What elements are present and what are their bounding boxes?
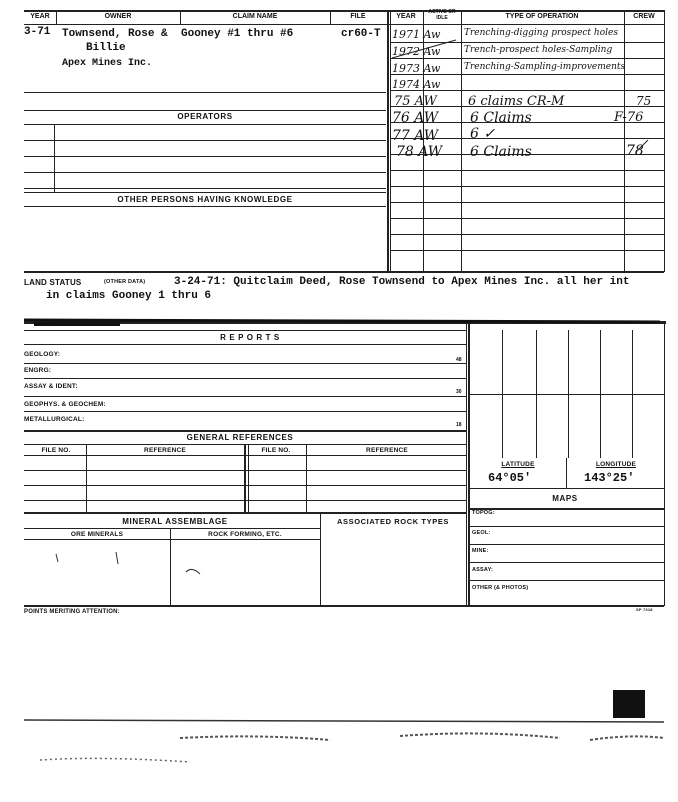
header-year: YEAR — [30, 13, 50, 20]
latitude-label: LATITUDE — [501, 461, 535, 468]
report-label: GEOLOGY: — [24, 351, 61, 358]
activity-operation: 6 claims CR-M — [468, 94, 565, 109]
activity-crew: 78 — [626, 143, 644, 159]
record-file: cr60-T — [341, 28, 381, 40]
record-claim-name: Gooney #1 thru #6 — [181, 28, 294, 40]
ref-header-reference-2: REFERENCE — [366, 447, 408, 454]
maps-heading: MAPS — [552, 494, 578, 503]
ref-header-reference: REFERENCE — [144, 447, 186, 454]
mineral-assemblage-heading: MINERAL ASSEMBLAGE — [122, 517, 228, 526]
header-active-idle: ACTIVE OR IDLE — [428, 9, 456, 21]
land-status-label: LAND STATUS — [24, 278, 82, 287]
activity-operation: Trenching-digging prospect holes — [464, 28, 618, 38]
activity-year-status: 1973 Aw — [392, 62, 441, 75]
report-label: METALLURGICAL: — [24, 416, 85, 423]
form-number: SP 7318 — [636, 607, 653, 612]
record-owner-line3: Apex Mines Inc. — [62, 58, 153, 69]
redaction-block — [613, 690, 645, 718]
ore-minerals-heading: ORE MINERALS — [70, 531, 124, 538]
record-year: 3-71 — [24, 26, 51, 38]
activity-year-status: 77 AW — [392, 128, 439, 144]
activity-year-status: 1972 Aw — [392, 45, 441, 58]
header-claim-name: CLAIM NAME — [232, 13, 278, 20]
operators-heading: OPERATORS — [177, 112, 233, 121]
activity-year-status: 1971 Aw — [392, 28, 441, 41]
maps-row-label: OTHER (& PHOTOS) — [472, 585, 529, 591]
header-owner: OWNER — [104, 13, 132, 20]
land-status-line1: 3-24-71: Quitclaim Deed, Rose Townsend to Apex Mines Inc. all her int — [174, 276, 630, 288]
report-label: ENGRG: — [24, 367, 52, 374]
land-status-line2: in claims Gooney 1 thru 6 — [46, 290, 212, 302]
latitude-value: 64°05' — [488, 471, 532, 485]
activity-operation: 6 Claims — [470, 110, 532, 126]
report-number: 18 — [456, 422, 462, 428]
activity-crew: F-76 — [614, 110, 644, 125]
land-status-sublabel: (OTHER DATA) — [104, 279, 146, 285]
associated-rock-types-heading: ASSOCIATED ROCK TYPES — [336, 517, 450, 526]
header-crew: CREW — [633, 13, 655, 20]
report-label: GEOPHYS. & GEOCHEM: — [24, 401, 106, 408]
general-references-heading: GENERAL REFERENCES — [186, 433, 294, 442]
longitude-value: 143°25' — [584, 471, 635, 485]
activity-crew: 75 — [636, 94, 652, 108]
activity-operation: 6 Claims — [470, 144, 532, 160]
ref-header-file-no-2: FILE NO. — [261, 447, 291, 454]
activity-operation: Trench-prospect holes-Sampling — [464, 45, 613, 55]
header-type-of-operation: TYPE OF OPERATION — [505, 13, 579, 20]
report-number: 48 — [456, 357, 462, 363]
activity-year-status: 75 AW — [394, 94, 437, 109]
maps-row-label: TOPOG: — [472, 510, 495, 516]
other-persons-heading: OTHER PERSONS HAVING KNOWLEDGE — [117, 195, 293, 204]
rock-forming-heading: ROCK FORMING, ETC. — [208, 531, 282, 538]
maps-row-label: MINE: — [472, 548, 489, 554]
report-label: ASSAY & IDENT: — [24, 383, 78, 390]
longitude-label: LONGITUDE — [595, 461, 637, 468]
header-year-2: YEAR — [396, 13, 416, 20]
activity-operation: Trenching-Sampling-improvements — [464, 62, 626, 72]
maps-row-label: ASSAY: — [472, 567, 494, 573]
ref-header-file-no: FILE NO. — [41, 447, 71, 454]
record-owner-line1: Townsend, Rose & — [62, 28, 168, 40]
header-file: FILE — [350, 13, 366, 20]
record-owner-line2: Billie — [86, 42, 126, 54]
activity-year-status: 76 AW — [392, 110, 439, 126]
report-number: 30 — [456, 389, 462, 395]
reports-heading: R E P O R T S — [220, 333, 280, 342]
activity-year-status: 1974 Aw — [392, 78, 441, 91]
activity-year-status: 78 AW — [396, 144, 443, 160]
activity-operation: 6 ✓ — [470, 126, 496, 142]
maps-row-label: GEOL: — [472, 530, 491, 536]
points-meriting-attention-label: POINTS MERITING ATTENTION: — [24, 609, 120, 615]
